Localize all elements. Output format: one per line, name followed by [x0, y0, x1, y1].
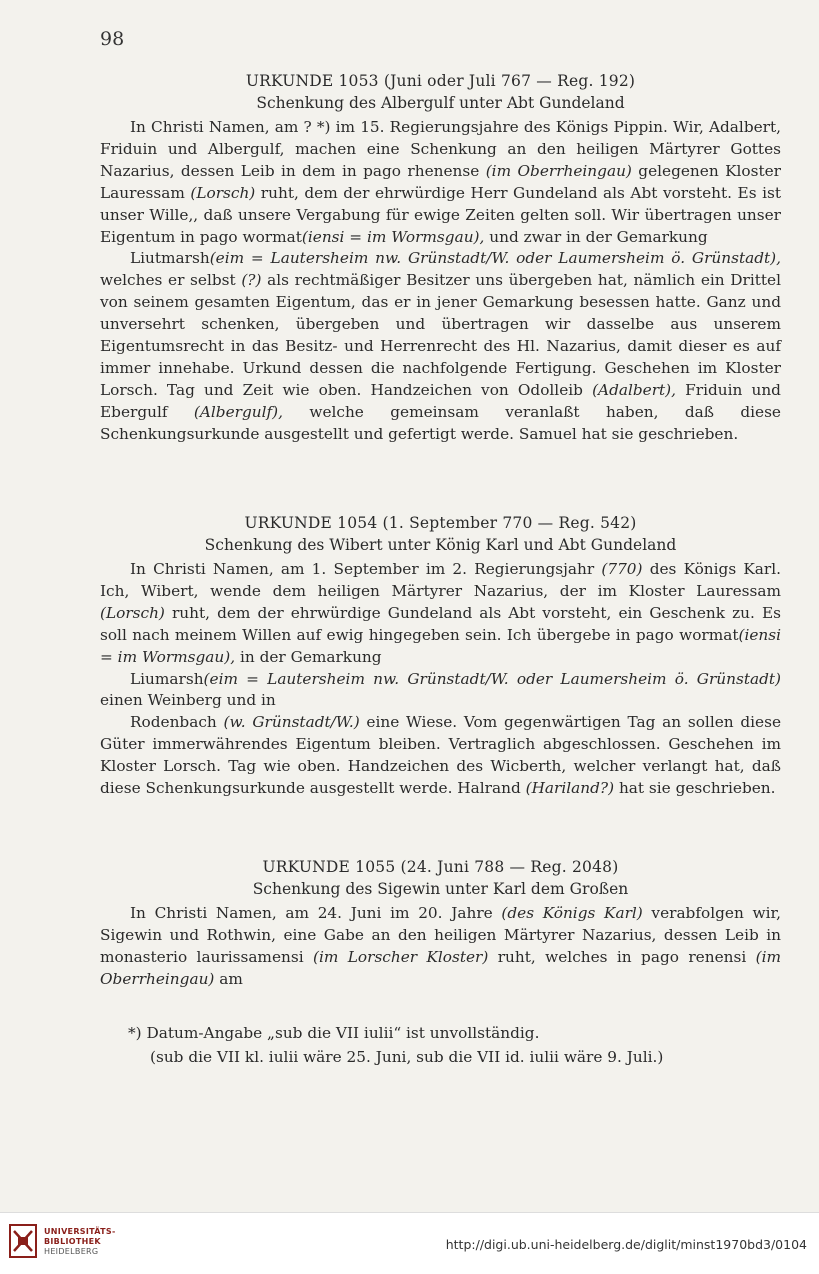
library-name[interactable] [44, 1227, 116, 1257]
text-run: (Adalbert), [592, 380, 677, 399]
text-run: und zwar in der Gemarkung [484, 227, 708, 246]
text-run: verabfolgen wir, Sigewin und Rothwin, eine Gabe an den heiligen Märtyrer Nazarius, dessen Leib in monasterio laurissamensi [100, 904, 781, 966]
urkunde-title: Schenkung des Wibert unter König Karl und Abt Gundeland [204, 536, 677, 554]
footnote-line: (sub die VII kl. iulii wäre 25. Juni, sub die VII id. iulii wäre 9. Juli.) [150, 1048, 664, 1066]
urkunde-paragraph [100, 669, 781, 713]
text-run: welches er selbst [100, 271, 242, 290]
urkunde-1054 [100, 512, 781, 800]
urkunde-paragraph [100, 559, 781, 669]
urkunde-paragraph [100, 248, 781, 445]
text-run: welche gemeinsam veranlaßt haben, daß diese Schenkungsurkunde ausgestellt und gefertigt werde. Samuel hat sie geschrieben. [100, 402, 781, 443]
text-run: (im Oberrheingau) [100, 947, 782, 988]
text-run: (Hariland?) [525, 779, 615, 798]
urkunde-paragraph [100, 712, 781, 800]
urkunde-1053 [100, 70, 781, 446]
urkunde-heading: URKUNDE 1055 (24. Juni 788 — Reg. 2048) [262, 858, 619, 876]
text-run: ruht, welches in pago renensi [488, 947, 756, 966]
text-run: (im Lorscher Kloster) [313, 947, 489, 966]
text-run: des Königs Karl. Ich, Wibert, wende dem heiligen Märtyrer Nazarius, der im Kloster Lauressam [100, 560, 781, 600]
text-run: (iensi = im Wormsgau), [100, 625, 781, 666]
text-run: einen Weinberg und in [100, 691, 276, 710]
text-run: (eim = Lautersheim nw. Grünstadt/W. oder Laumersheim ö. Grünstadt) [203, 669, 781, 688]
viewer-footer [0, 1212, 819, 1274]
text-run: (?) [241, 271, 262, 290]
library-name-line: UNIVERSITÄTS- [44, 1227, 116, 1236]
text-run: In Christi Namen, am 24. Juni im 20. Jahre [130, 904, 502, 922]
text-run: Liumarsh [130, 669, 204, 688]
footnote [128, 1021, 788, 1069]
urkunde-heading: URKUNDE 1053 (Juni oder Juli 767 — Reg. 192) [245, 72, 636, 90]
library-name-line: BIBLIOTHEK [44, 1237, 101, 1246]
text-run: (des Königs Karl) [501, 904, 643, 922]
university-library-logo-icon[interactable] [8, 1221, 38, 1261]
library-name-line: HEIDELBERG [44, 1247, 99, 1256]
permalink-url[interactable]: http://digi.ub.uni-heidelberg.de/diglit/minst1970bd3/0104 [445, 1237, 807, 1252]
text-run: Liutmarsh [130, 249, 210, 268]
urkunde-paragraph [100, 117, 781, 248]
urkunde-paragraph [100, 903, 781, 991]
text-run: (Albergulf), [193, 402, 283, 421]
page-number: 98 [100, 28, 125, 50]
text-run: (iensi = im Wormsgau), [301, 227, 485, 246]
urkunde-title: Schenkung des Sigewin unter Karl dem Großen [252, 880, 629, 898]
text-run: Friduin und Ebergulf [100, 380, 781, 421]
footnote-line: *) Datum-Angabe „sub die VII iulii“ ist unvollständig. [128, 1024, 540, 1042]
text-run: ruht, dem der ehrwürdige Herr Gundeland als Abt vorsteht. Es ist unser Wille,, daß unsere Vergabung für ewige Zeiten gelten soll. Wir übertragen unser Eigentum in pago wormat [100, 183, 782, 246]
text-run: (im Oberrheingau) [485, 161, 632, 180]
text-run: Rodenbach [130, 713, 224, 732]
text-run: (770) [601, 560, 643, 578]
urkunde-heading: URKUNDE 1054 (1. September 770 — Reg. 542) [244, 514, 637, 532]
text-run: ruht, dem der ehrwürdige Gundeland als Abt vorsteht, ein Geschenk zu. Es soll nach meinem Willen auf ewig hingegeben sein. Ich übergebe in pago wormat [100, 603, 781, 644]
text-run: am [214, 969, 243, 988]
text-run: gelegenen Kloster Lauressam [100, 161, 781, 202]
text-run: in der Gemarkung [235, 647, 382, 666]
text-run: (eim = Lautersheim nw. Grünstadt/W. oder Laumersheim ö. Grünstadt), [209, 249, 781, 268]
text-run: hat sie geschrieben. [614, 779, 776, 798]
text-run: (Lorsch) [190, 183, 256, 202]
urkunde-1055 [100, 856, 781, 991]
text-run: (w. Grünstadt/W.) [223, 713, 360, 732]
text-run: eine Wiese. Vom gegenwärtigen Tag an sollen diese Güter immerwährendes Eigentum bleiben. Vertraglich abgeschlossen. Geschehen im Kloster Lorsch. Tag wie oben. Handzeichen des Wicberth, welcher verlangt hat, daß diese Schenkungsurkunde ausgestellt werde. Halrand [100, 713, 781, 798]
urkunde-title: Schenkung des Albergulf unter Abt Gundeland [256, 94, 625, 112]
text-run: In Christi Namen, am ? *) im 15. Regierungsjahre des Königs Pippin. Wir, Adalbert, Friduin und Albergulf, machen eine Schenkung an den heiligen Märtyrer Gottes Nazarius, dessen Leib in dem in pago rhenense [100, 118, 781, 180]
text-run: In Christi Namen, am 1. September im 2. Regierungsjahr [130, 560, 602, 578]
text-run: (Lorsch) [100, 603, 165, 622]
text-run: als rechtmäßiger Besitzer uns übergeben hat, nämlich ein Drittel von seinem gesamten Eigentum, das er in jener Gemarkung besessen hatte. Ganz und unversehrt schenken, übergeben und übertragen wir dasselbe aus unserem Eigentumsrecht in das Besitz- und Herrenrecht des Hl. Nazarius, damit dieser es auf immer innehabe. Urkund dessen die nachfolgende Fertigung. Geschehen im Kloster Lorsch. Tag und Zeit wie oben. Handzeichen von Odolleib [100, 271, 781, 399]
